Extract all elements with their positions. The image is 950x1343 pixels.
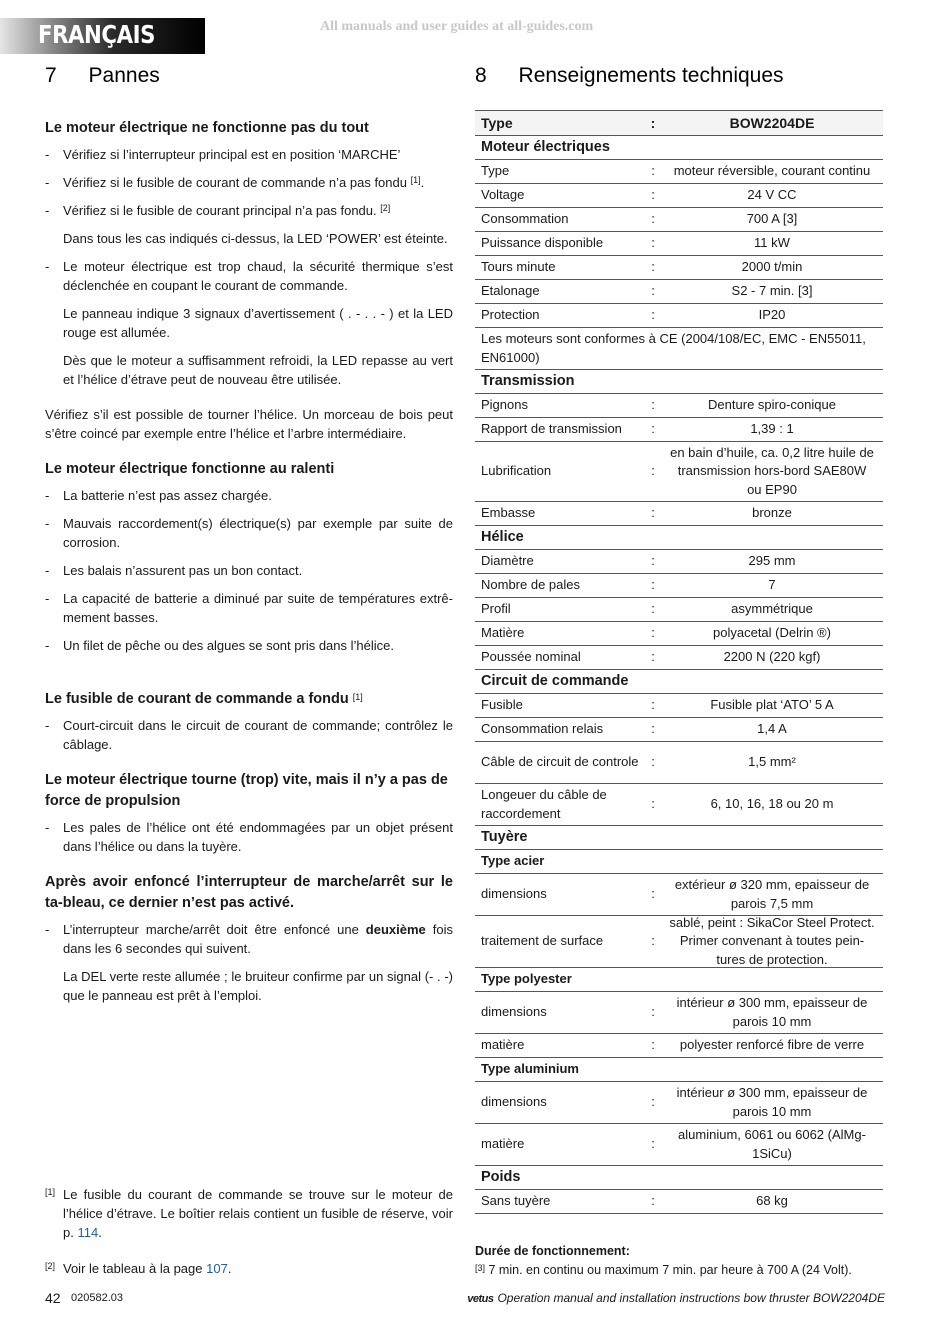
separator: : — [651, 697, 655, 713]
separator: : — [651, 235, 655, 251]
table-section-heading: Transmission — [475, 370, 883, 394]
table-section-heading: Poids — [475, 1166, 883, 1190]
spec-value: moteur réversible, courant continu — [673, 163, 871, 179]
spec-value: 7 — [768, 577, 776, 593]
separator: : — [651, 187, 655, 203]
spec-label: Poussée nominal — [481, 649, 581, 665]
spec-value: intérieur ø 300 mm, epaisseur de parois 10 mm — [676, 1085, 868, 1119]
separator: : — [651, 754, 655, 770]
spec-value: aluminium, 6061 ou 6062 (AlMg-1SiCu) — [678, 1127, 866, 1161]
separator: : — [651, 1193, 655, 1209]
spec-label: Lubrification — [481, 463, 552, 479]
spec-label: traitement de surface — [481, 933, 604, 949]
technical-specs-table — [475, 110, 883, 1214]
footnote-2: [2] Voir le tableau à la page 107. — [45, 1261, 232, 1276]
spec-value: 1,39 : 1 — [750, 421, 794, 437]
spec-value: sablé, peint : SikaCor Steel Protect. Primer convenant à toutes pein-tures de protection. — [669, 914, 875, 967]
spec-value: en bain d’huile, ca. 0,2 litre huile de transmission hors-bord SAE80W ou EP90 — [670, 444, 874, 497]
list-item: - Court-circuit dans le circuit de courant de commande; contrôlez le câblage. — [45, 718, 453, 752]
separator: : — [651, 163, 655, 179]
section-7-number: 7 — [45, 64, 57, 87]
list-item: - Les balais n’assurent pas un bon contact. — [45, 563, 303, 578]
spec-label: Protection — [481, 307, 540, 323]
duty-cycle-text: [3] 7 min. en continu ou maximum 7 min. par heure à 700 A (24 Volt). — [475, 1263, 852, 1277]
spec-value: 68 kg — [756, 1193, 788, 1209]
list-item: - L’interrupteur marche/arrêt doit être enfoncé une deuxième fois dans les 6 secondes qui suivent. — [45, 922, 453, 956]
table-row — [475, 304, 883, 328]
spec-label: Câble de circuit de controle — [481, 754, 639, 770]
spec-value: 295 mm — [748, 553, 796, 569]
spec-value: 6, 10, 16, 18 ou 20 m — [710, 796, 834, 812]
spec-label: Sans tuyère — [481, 1193, 551, 1209]
separator: : — [651, 796, 655, 812]
table-section-heading: Circuit de commande — [475, 670, 883, 694]
table-row — [475, 992, 883, 1034]
separator: : — [651, 933, 655, 949]
table-row — [475, 160, 883, 184]
spec-label: Embasse — [481, 505, 536, 521]
table-section-heading: Moteur électriques — [475, 136, 883, 160]
spec-label: Etalonage — [481, 283, 540, 299]
table-row — [475, 742, 883, 784]
separator: : — [651, 601, 655, 617]
table-row — [475, 916, 883, 968]
fault-heading: Après avoir enfoncé l’interrupteur de marche/arrêt sur le ta-bleau, ce dernier n’est pas activé. — [45, 874, 453, 911]
table-row — [475, 184, 883, 208]
separator: : — [651, 625, 655, 641]
table-section-heading: Hélice — [475, 526, 883, 550]
spec-value: bronze — [752, 505, 792, 521]
spec-value: asymmétrique — [731, 601, 813, 617]
footnote-1: [1] Le fusible du courant de commande se trouve sur le moteur de l’hélice d’étrave. Le boîtier relais contient un fusible de réserve, voir p. 114. — [45, 1187, 453, 1240]
spec-value: polyacetal (Delrin ®) — [713, 625, 831, 641]
spec-label: Consommation — [481, 211, 569, 227]
table-row — [475, 256, 883, 280]
section-8-number: 8 — [475, 64, 487, 87]
page-link[interactable]: 114 — [77, 1225, 99, 1240]
brand-logo: vetus — [467, 1293, 494, 1305]
indented-paragraph: Dans tous les cas indiqués ci-dessus, la LED ‘POWER’ est éteinte. — [63, 231, 448, 246]
spec-value: 2200 N (220 kgf) — [723, 649, 821, 665]
list-item: - Vérifiez si le fusible de courant principal n’a pas fondu. [2] — [45, 203, 391, 218]
separator: : — [651, 211, 655, 227]
spec-label: matière — [481, 1136, 525, 1152]
spec-label: Fusible — [481, 697, 523, 713]
fault-heading: Le moteur électrique fonctionne au ralenti — [45, 461, 335, 477]
table-row — [475, 208, 883, 232]
table-row — [475, 1034, 883, 1058]
spec-value: S2 - 7 min. [3] — [731, 283, 813, 299]
spec-value: 1,4 A — [757, 721, 787, 737]
separator: : — [651, 1037, 655, 1053]
spec-label: Matière — [481, 625, 525, 641]
indented-paragraph: La DEL verte reste allumée ; le bruiteur confirme par un signal (- . -) que le panneau est prêt à l’emploi. — [63, 969, 453, 1003]
separator: : — [651, 1094, 655, 1110]
table-header-row: Type : BOW2204DE — [475, 111, 883, 136]
list-item: - Un filet de pêche ou des algues se sont pris dans l’hélice. — [45, 638, 394, 653]
table-row — [475, 574, 883, 598]
table-row — [475, 598, 883, 622]
spec-label: matière — [481, 1037, 525, 1053]
section-8-heading: Renseignements techniques — [518, 64, 784, 87]
watermark: All manuals and user guides at all-guides.com — [320, 19, 594, 34]
table-row — [475, 1082, 883, 1124]
paragraph: Vérifiez s’il est possible de tourner l’hélice. Un morceau de bois peut s’être coincé par exemple entre l’hélice et l’arbre intermédiaire. — [45, 407, 453, 441]
spec-label: dimensions — [481, 1004, 547, 1020]
table-row — [475, 280, 883, 304]
table-row — [475, 502, 883, 526]
table-row — [475, 232, 883, 256]
section-7-heading: Pannes — [88, 64, 160, 87]
table-row — [475, 1190, 883, 1214]
table-row — [475, 874, 883, 916]
spec-value: polyester renforcé fibre de verre — [679, 1037, 865, 1053]
fault-heading: Le fusible de courant de commande a fondu [1] — [45, 691, 363, 707]
table-row — [475, 694, 883, 718]
list-item: - La batterie n’est pas assez chargée. — [45, 488, 272, 503]
table-subsection-heading: Type acier — [475, 850, 883, 874]
manual-title: vetus Operation manual and installation instructions bow thruster BOW2204DE — [467, 1291, 885, 1305]
table-row — [475, 622, 883, 646]
indented-paragraph: Dès que le moteur a suffisamment refroidi, la LED repasse au vert et l’hélice d’étrave peut de nouveau être utilisée. — [63, 353, 453, 387]
list-item: - Le moteur électrique est trop chaud, la sécurité thermique s’est déclenchée en coupant le courant de commande. — [45, 259, 453, 293]
spec-value: 24 V CC — [747, 187, 797, 203]
separator: : — [651, 721, 655, 737]
document-code: 020582.03 — [71, 1292, 123, 1304]
spec-label: dimensions — [481, 1094, 547, 1110]
list-item: - Les pales de l’hélice ont été endommagées par un objet présent dans l’hélice ou dans la tuyère. — [45, 820, 453, 854]
separator: : — [651, 259, 655, 275]
list-item: - Vérifiez si le fusible de courant de commande n’a pas fondu [1]. — [45, 175, 425, 190]
table-row — [475, 1124, 883, 1166]
table-row — [475, 418, 883, 442]
list-item: - La capacité de batterie a diminué par suite de températures extrê-mement basses. — [45, 591, 453, 625]
list-item: - Vérifiez si l’interrupteur principal est en position ‘MARCHE’ — [45, 147, 401, 162]
table-row — [475, 550, 883, 574]
fault-heading: Le moteur électrique ne fonctionne pas du tout — [45, 120, 369, 136]
language-label: FRANÇAIS — [38, 20, 155, 49]
duty-cycle-title: Durée de fonctionnement: — [475, 1244, 630, 1258]
separator: : — [651, 463, 655, 479]
footnotes — [45, 1185, 453, 1295]
table-row — [475, 784, 883, 826]
table-row — [475, 394, 883, 418]
separator: : — [651, 505, 655, 521]
spec-label: Pignons — [481, 397, 528, 413]
spec-value: IP20 — [758, 307, 786, 323]
spec-value: Denture spiro-conique — [708, 397, 836, 413]
section-7-title — [45, 64, 160, 88]
table-row — [475, 718, 883, 742]
spec-label: Longeuer du câble de raccordement — [481, 787, 607, 821]
separator: : — [651, 307, 655, 323]
spec-value: 11 kW — [754, 235, 790, 251]
spec-value: 1,5 mm² — [748, 754, 796, 770]
spec-label: Tours minute — [481, 259, 556, 275]
fault-heading: Le moteur électrique tourne (trop) vite, mais il n’y a pas de force de propulsion — [45, 772, 448, 809]
indented-paragraph: Le panneau indique 3 signaux d’avertissement ( . - . . - ) et la LED rouge est allumée. — [63, 306, 453, 340]
spec-value: 700 A [3] — [746, 211, 798, 227]
separator: : — [651, 397, 655, 413]
table-note: Les moteurs sont conformes à CE (2004/108/EC, EMC - EN55011, EN61000) — [475, 328, 883, 370]
separator: : — [651, 553, 655, 569]
spec-label: Voltage — [481, 187, 525, 203]
troubleshooting-column — [45, 118, 453, 1014]
duty-cycle-note — [475, 1242, 885, 1280]
table-subsection-heading: Type aluminium — [475, 1058, 883, 1082]
spec-value: 2000 t/min — [741, 259, 803, 275]
separator: : — [651, 886, 655, 902]
spec-value: intérieur ø 300 mm, epaisseur de parois 10 mm — [676, 995, 868, 1029]
table-row — [475, 442, 883, 502]
spec-label: Rapport de transmission — [481, 421, 622, 437]
list-item: - Mauvais raccordement(s) électrique(s) par exemple par suite de corrosion. — [45, 516, 453, 550]
section-8-title — [475, 64, 784, 88]
separator: : — [651, 1136, 655, 1152]
spec-label: dimensions — [481, 886, 547, 902]
separator: : — [651, 649, 655, 665]
spec-label: Puissance disponible — [481, 235, 604, 251]
spec-label: Diamètre — [481, 553, 534, 569]
table-section-heading: Tuyère — [475, 826, 883, 850]
spec-value: Fusible plat ‘ATO’ 5 A — [710, 697, 834, 713]
language-tab — [0, 18, 205, 54]
spec-label: Type — [481, 163, 510, 179]
separator: : — [651, 577, 655, 593]
page-number: 42 — [45, 1290, 61, 1306]
spec-label: Consommation relais — [481, 721, 604, 737]
table-subsection-heading: Type polyester — [475, 968, 883, 992]
spec-value: extérieur ø 320 mm, epaisseur de parois 7,5 mm — [674, 877, 870, 911]
separator: : — [651, 1004, 655, 1020]
spec-label: Nombre de pales — [481, 577, 580, 593]
page-link[interactable]: 107 — [206, 1261, 228, 1276]
table-row — [475, 646, 883, 670]
separator: : — [651, 283, 655, 299]
spec-label: Profil — [481, 601, 511, 617]
separator: : — [651, 421, 655, 437]
